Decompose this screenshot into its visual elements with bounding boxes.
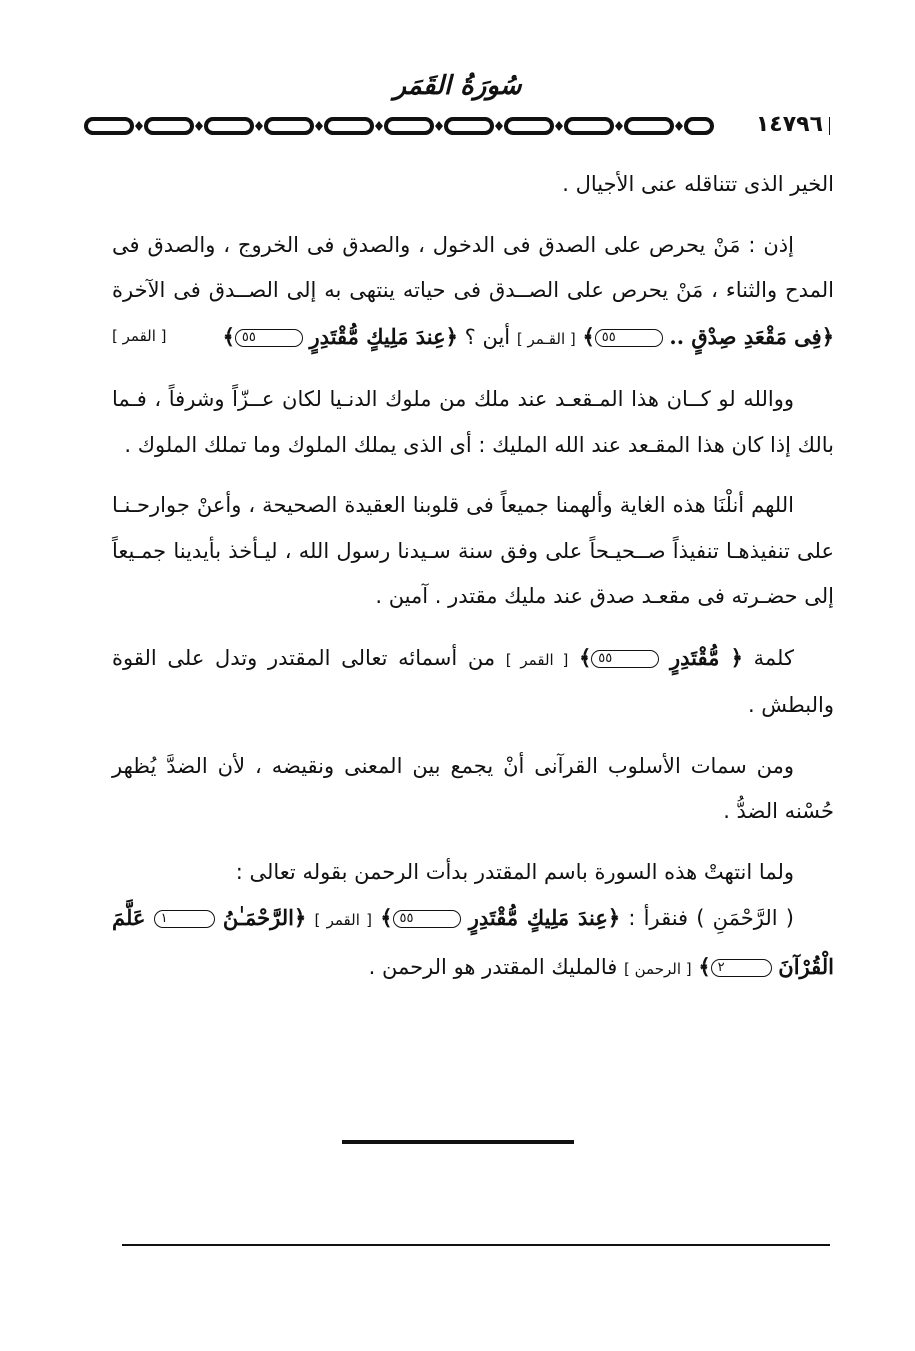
paragraph-4: اللهم أنلْنَا هذه الغاية وألهمنا جميعاً فى قلوبنا العقيدة الصحيحة ، وأعنْ جوارحـنـا على تنفيذهـا تنفيذاً صــحيـحاً على وفق سنة سـيدنا رسول الله ، ليـأخذ بأيدينا جمـيعاً إلى حضـرته فى مقعـد صدق عند مليك مقتدر . آمين . xyxy=(112,493,834,608)
quran-verse: ﴿الرَّحْمَـٰنُ xyxy=(222,905,307,930)
paragraph-3: ووالله لو كــان هذا المـقعـد عند ملك من ملوك الدنـيا لكان عــزّاً وشرفاً ، فـما بالك إذا كان هذا المقـعد عند الله المليك : أى الذى يملك الملوك وما تملك الملوك . xyxy=(112,387,834,457)
verse-close-bracket: ﴾ xyxy=(380,905,393,930)
paragraph-5-lead: كلمة xyxy=(753,645,794,670)
quran-verse: ﴿عِندَ مَلِيكٍ مُّقْتَدِرٍ xyxy=(309,323,458,349)
verse-close-bracket: ﴾ xyxy=(222,323,235,349)
surah-reference: [ القمر ] xyxy=(112,326,167,345)
surah-reference: [ القـمر ] xyxy=(516,329,576,348)
verse-number-badge: ٥٥ xyxy=(591,650,659,668)
paragraph-8-lead: ( الرَّحْمَنِ ) فنقرأ : xyxy=(628,906,794,930)
paragraph-8 xyxy=(112,895,834,992)
verse-number-badge: ٥٥ xyxy=(235,329,303,347)
surah-reference: [ الرحمن ] xyxy=(624,959,692,978)
surah-reference: [ القمر ] xyxy=(314,911,373,929)
verse-close-bracket: ﴾ xyxy=(578,644,592,670)
surah-title: سُورَةُ القَمَر xyxy=(393,71,522,101)
verse-close-bracket: ﴾ xyxy=(582,323,595,349)
verse-number-badge: ٥٥ xyxy=(595,329,663,347)
paragraph-1: الخير الذى تتناقله عنى الأجيال . xyxy=(562,172,834,196)
quran-verse: عَلَّمَ الْقُرْآنَ xyxy=(112,905,834,979)
section-divider xyxy=(342,1140,574,1144)
paragraph-5 xyxy=(112,635,834,729)
page-body xyxy=(112,162,834,1007)
paragraph-5-text: من أسمائه تعالى المقتدر وتدل على القوة والبطش . xyxy=(112,645,834,717)
paragraph-2-question: أين ؟ xyxy=(464,324,511,349)
paragraph-2 xyxy=(112,223,834,363)
paragraph-2-text: إذن : مَنْ يحرص على الصدق فى الدخول ، والصدق فى الخروج ، والصدق فى المدح والثناء ، مَنْ يحرص على الصــدق فى حياته ينتهى به إلى الصــدق فى الآخرة xyxy=(112,232,834,302)
verse-number-badge: ٢ xyxy=(711,959,772,977)
verse-number-badge: ١ xyxy=(154,910,215,928)
surah-reference: [ القمر ] xyxy=(505,650,569,669)
quran-verse: ﴿فِى مَقْعَدِ صِدْقٍ .. xyxy=(669,323,834,349)
paragraph-7: ولما انتهتْ هذه السورة باسم المقتدر بدأت الرحمن بقوله تعالى : xyxy=(235,859,794,884)
quran-verse: ﴿عِندَ مَلِيكٍ مُّقْتَدِرٍ xyxy=(468,905,621,930)
verse-close-bracket: ﴾ xyxy=(698,953,711,979)
footnote-divider xyxy=(122,1244,830,1246)
header-ornament-border xyxy=(84,112,832,140)
paragraph-8-text: فالمليك المقتدر هو الرحمن . xyxy=(368,954,618,979)
page-number: ١٤٧٩٦ xyxy=(750,108,829,142)
paragraph-6: ومن سمات الأسلوب القرآنى أنْ يجمع بين المعنى ونقيضه ، لأن الضدَّ يُظهر حُسْنه الضدُّ . xyxy=(112,753,834,823)
verse-number-badge: ٥٥ xyxy=(393,910,461,928)
quran-verse: ﴿ مُّقْتَدِرٍ xyxy=(669,644,743,670)
